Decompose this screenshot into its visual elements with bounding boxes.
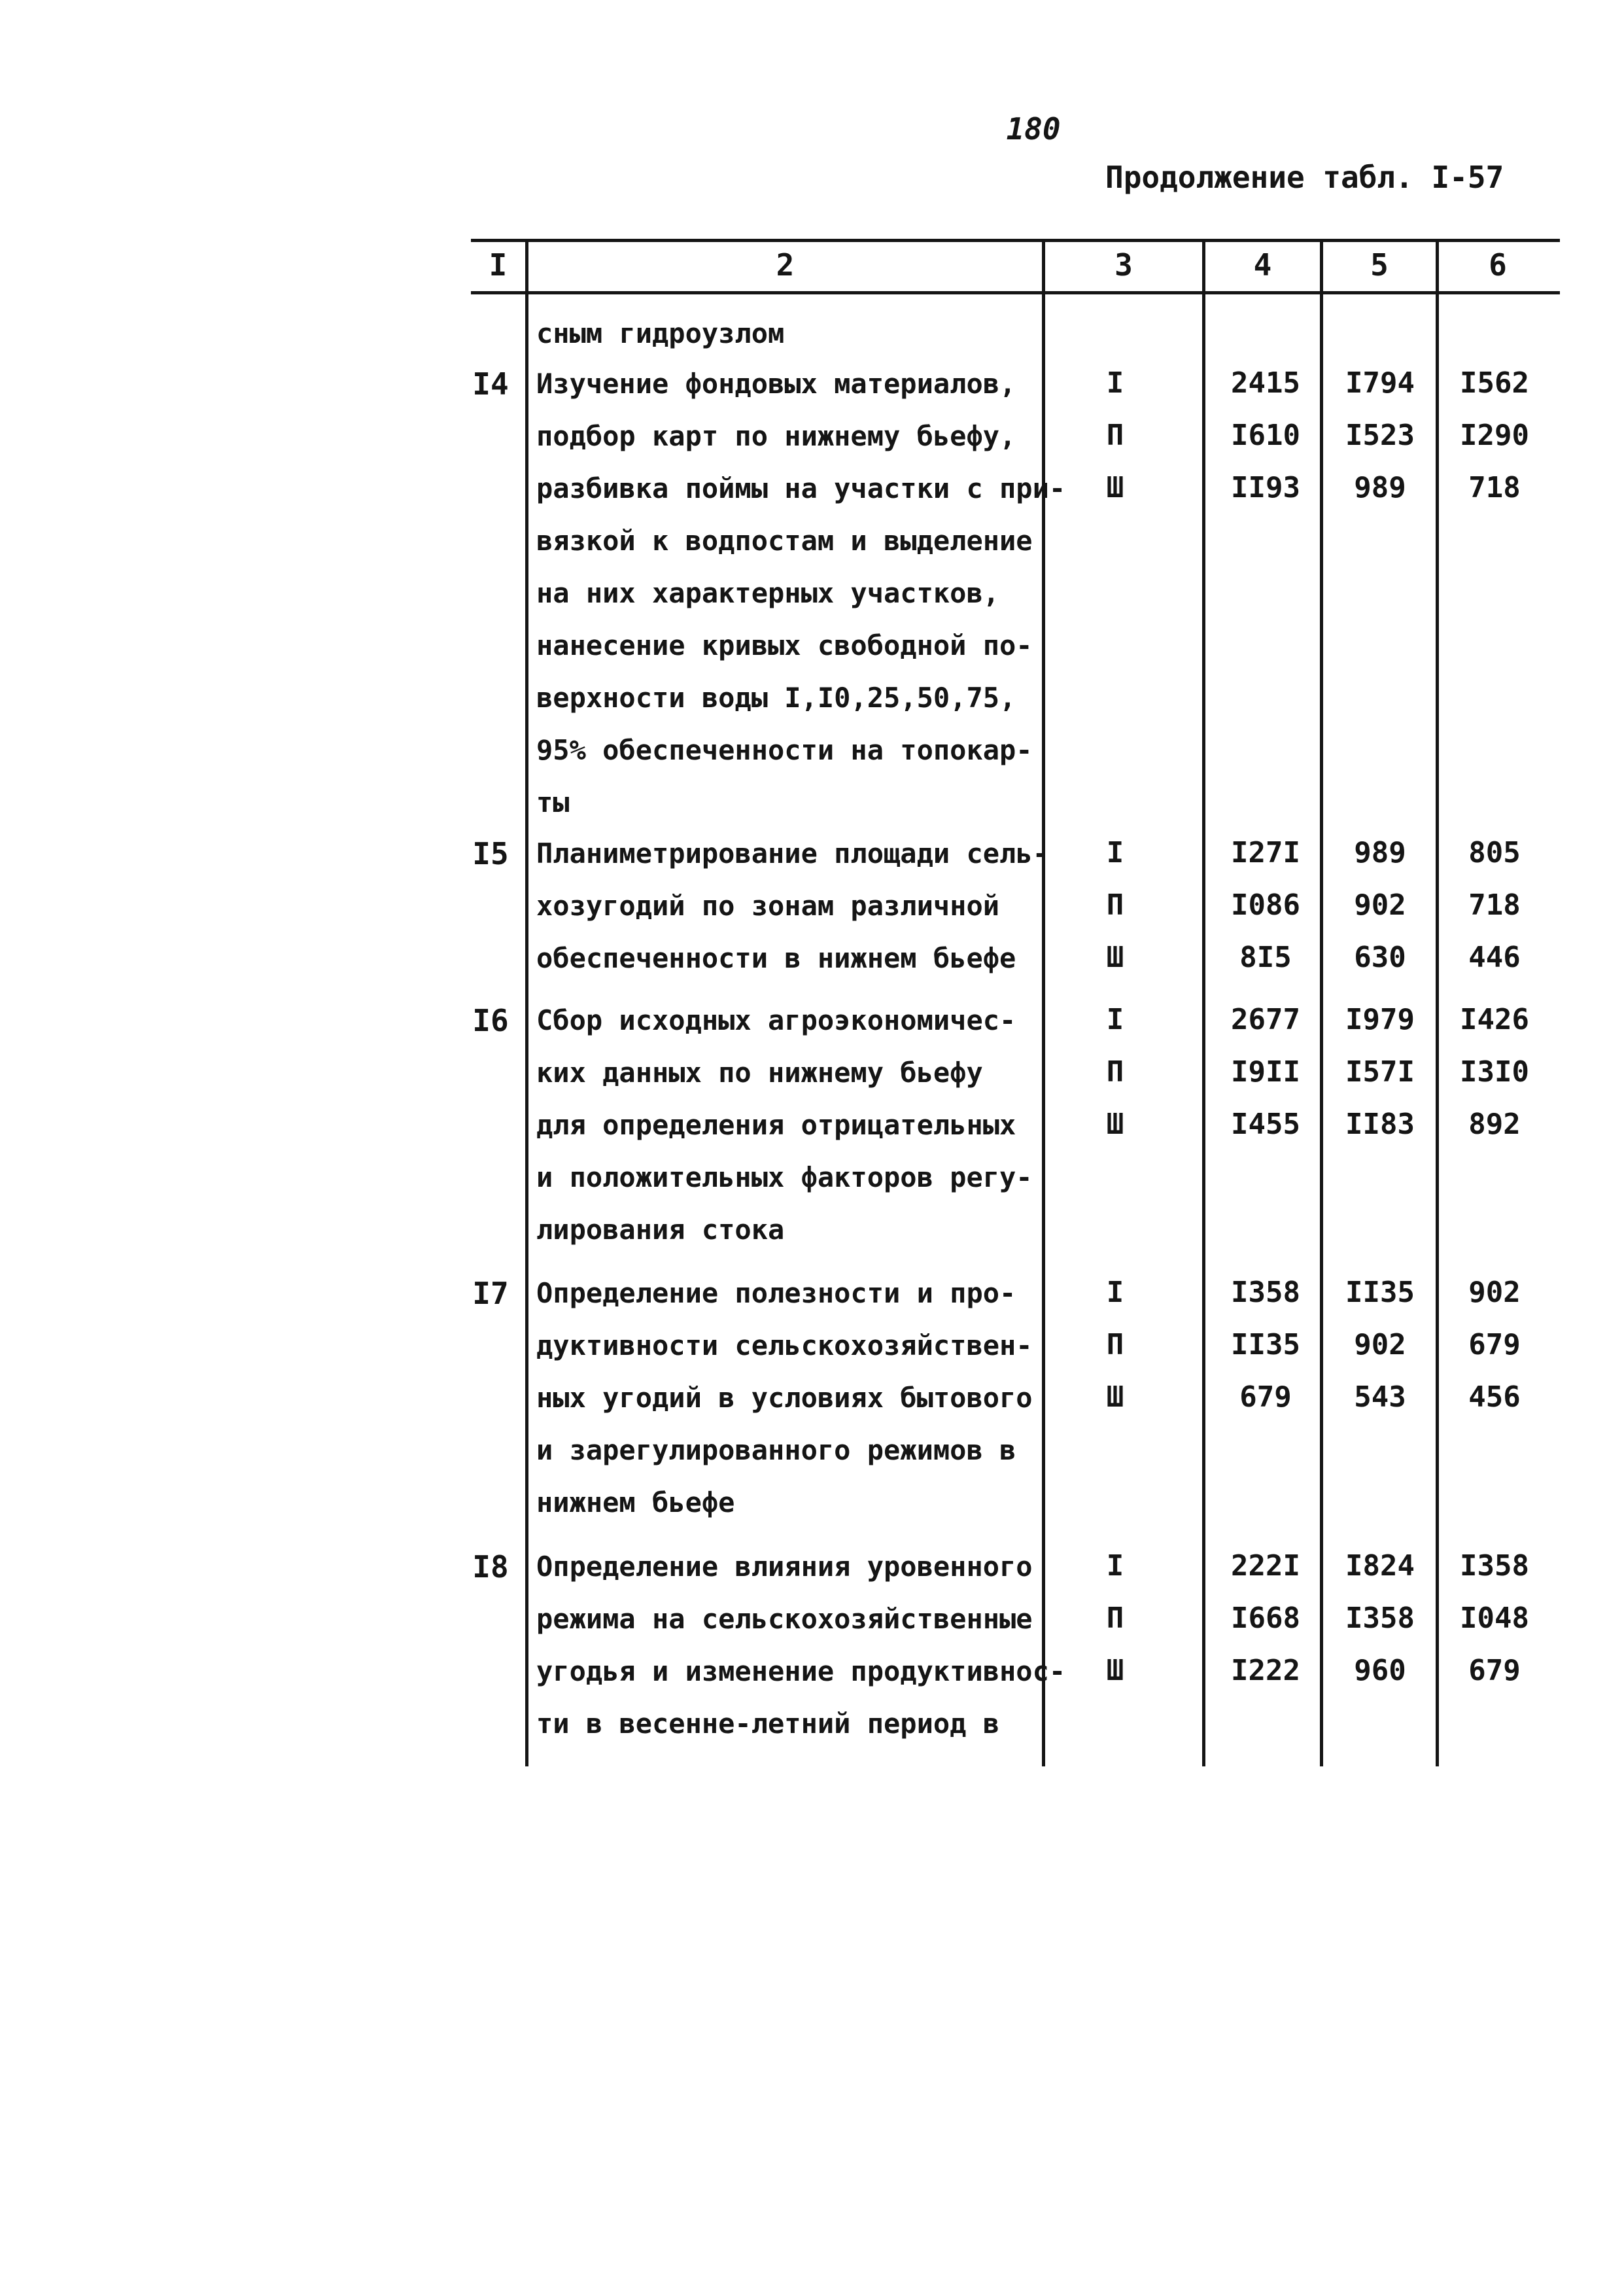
row-description-line: верхности воды I,I0,25,50,75,: [536, 682, 1016, 714]
value-cell-col5: 989: [1354, 836, 1406, 869]
row-description-line: хозугодий по зонам различной: [536, 890, 1000, 922]
category-cell: Ш: [1106, 1108, 1124, 1141]
row-description-line: Определение влияния уровенного: [536, 1550, 1033, 1583]
row-description-line: для определения отрицательных: [536, 1109, 1016, 1141]
value-cell-col6: 805: [1468, 836, 1521, 869]
row-description-line: разбивка поймы на участки с при-: [536, 472, 1066, 504]
column-rule-2: [1042, 239, 1045, 1766]
value-cell-col4: I455: [1231, 1108, 1300, 1141]
row-description-line: нижнем бьефе: [536, 1486, 735, 1518]
row-description-line: на них характерных участков,: [536, 577, 1000, 609]
category-cell: I: [1106, 1276, 1124, 1309]
value-cell-col6: I3I0: [1460, 1055, 1529, 1089]
header-col-2: 2: [776, 247, 795, 283]
row-description-line: и зарегулированного режимов в: [536, 1434, 1016, 1466]
category-cell: I: [1106, 1549, 1124, 1583]
header-top-rule: [471, 239, 1560, 242]
value-cell-col6: I290: [1460, 419, 1529, 452]
row-number: I8: [472, 1549, 509, 1585]
value-cell-col4: II35: [1231, 1328, 1300, 1361]
category-cell: П: [1106, 419, 1124, 452]
row-description-line: Определение полезности и про-: [536, 1277, 1016, 1309]
value-cell-col6: 718: [1468, 888, 1521, 922]
category-cell: I: [1106, 836, 1124, 869]
value-cell-col6: 456: [1468, 1380, 1521, 1414]
value-cell-col5: II35: [1345, 1276, 1415, 1309]
header-col-4: 4: [1253, 247, 1272, 283]
row-description-line: угодья и изменение продуктивнос-: [536, 1655, 1066, 1687]
value-cell-col4: I610: [1231, 419, 1300, 452]
category-cell: Ш: [1106, 471, 1124, 504]
header-bottom-rule: [471, 291, 1560, 294]
header-col-3: 3: [1114, 247, 1133, 283]
column-rule-3: [1202, 239, 1205, 1766]
category-cell: Ш: [1106, 1380, 1124, 1414]
value-cell-col4: 679: [1239, 1380, 1292, 1414]
value-cell-col5: I794: [1345, 366, 1415, 400]
value-cell-col4: 8I5: [1239, 941, 1292, 974]
category-cell: П: [1106, 888, 1124, 922]
value-cell-col5: 630: [1354, 941, 1406, 974]
value-cell-col4: II93: [1231, 471, 1300, 504]
value-cell-col5: 902: [1354, 888, 1406, 922]
value-cell-col6: 892: [1468, 1108, 1521, 1141]
lead-in-text: сным гидроузлом: [536, 317, 785, 349]
row-description-line: 95% обеспеченности на топокар-: [536, 734, 1033, 766]
category-cell: П: [1106, 1602, 1124, 1635]
category-cell: Ш: [1106, 1654, 1124, 1687]
value-cell-col5: I523: [1345, 419, 1415, 452]
value-cell-col4: I27I: [1231, 836, 1300, 869]
value-cell-col6: 679: [1468, 1328, 1521, 1361]
page-number: 180: [1006, 111, 1061, 147]
row-description-line: лирования стока: [536, 1214, 785, 1246]
value-cell-col4: 222I: [1231, 1549, 1300, 1583]
value-cell-col4: I222: [1231, 1654, 1300, 1687]
value-cell-col5: I57I: [1345, 1055, 1415, 1089]
value-cell-col4: 2415: [1231, 366, 1300, 400]
value-cell-col6: 718: [1468, 471, 1521, 504]
row-number: I4: [472, 366, 509, 402]
header-col-1: I: [489, 247, 508, 283]
category-cell: I: [1106, 1003, 1124, 1036]
category-cell: Ш: [1106, 941, 1124, 974]
row-description-line: и положительных факторов регу-: [536, 1161, 1033, 1193]
value-cell-col5: 960: [1354, 1654, 1406, 1687]
value-cell-col4: I9II: [1231, 1055, 1300, 1089]
row-number: I6: [472, 1003, 509, 1038]
value-cell-col5: I979: [1345, 1003, 1415, 1036]
category-cell: П: [1106, 1055, 1124, 1089]
header-col-5: 5: [1370, 247, 1389, 283]
value-cell-col6: I048: [1460, 1602, 1529, 1635]
row-description-line: ких данных по нижнему бьефу: [536, 1057, 983, 1089]
category-cell: П: [1106, 1328, 1124, 1361]
value-cell-col5: 902: [1354, 1328, 1406, 1361]
row-description-line: ти в весенне-летний период в: [536, 1708, 1000, 1740]
value-cell-col6: I358: [1460, 1549, 1529, 1583]
value-cell-col4: I358: [1231, 1276, 1300, 1309]
value-cell-col6: 679: [1468, 1654, 1521, 1687]
row-description-line: ты: [536, 786, 570, 818]
row-description-line: подбор карт по нижнему бьефу,: [536, 420, 1016, 452]
row-number: I7: [472, 1276, 509, 1311]
value-cell-col6: I562: [1460, 366, 1529, 400]
row-description-line: Сбор исходных агроэкономичес-: [536, 1004, 1016, 1036]
value-cell-col4: 2677: [1231, 1003, 1300, 1036]
value-cell-col6: I426: [1460, 1003, 1529, 1036]
table-caption: Продолжение табл. I-57: [1105, 160, 1504, 195]
row-description-line: Планиметрирование площади сель-: [536, 837, 1049, 869]
value-cell-col6: 446: [1468, 941, 1521, 974]
value-cell-col5: 989: [1354, 471, 1406, 504]
row-description-line: вязкой к водпостам и выделение: [536, 525, 1033, 557]
value-cell-col5: I358: [1345, 1602, 1415, 1635]
row-description-line: дуктивности сельскохозяйствен-: [536, 1329, 1033, 1361]
header-col-6: 6: [1489, 247, 1507, 283]
row-number: I5: [472, 836, 509, 871]
row-description-line: ных угодий в условиях бытового: [536, 1382, 1033, 1414]
value-cell-col4: I086: [1231, 888, 1300, 922]
value-cell-col5: 543: [1354, 1380, 1406, 1414]
value-cell-col4: I668: [1231, 1602, 1300, 1635]
category-cell: I: [1106, 366, 1124, 400]
row-description-line: нанесение кривых свободной по-: [536, 629, 1033, 661]
value-cell-col6: 902: [1468, 1276, 1521, 1309]
value-cell-col5: II83: [1345, 1108, 1415, 1141]
column-rule-1: [525, 239, 528, 1766]
row-description-line: обеспеченности в нижнем бьефе: [536, 942, 1016, 974]
row-description-line: режима на сельскохозяйственные: [536, 1603, 1033, 1635]
value-cell-col5: I824: [1345, 1549, 1415, 1583]
row-description-line: Изучение фондовых материалов,: [536, 368, 1016, 400]
